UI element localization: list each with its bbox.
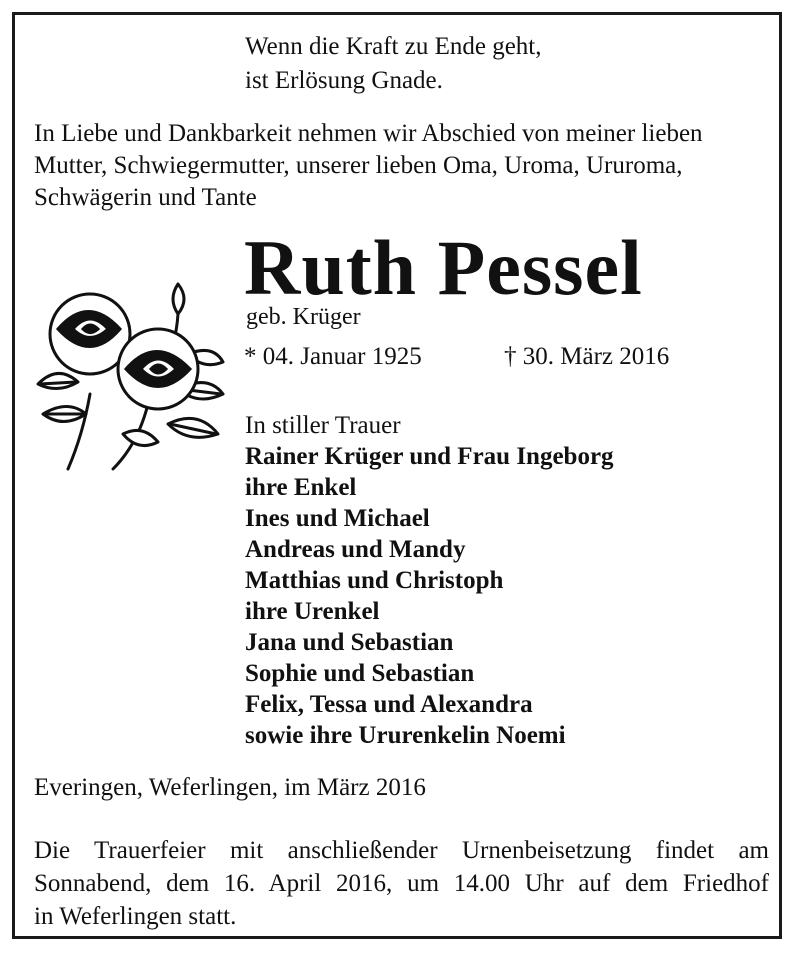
mourner-line: Sophie und Sebastian [245,660,475,687]
intro-line: Mutter, Schwiegermutter, unserer lieben Oma, Uroma, Ururoma, [34,152,683,179]
birth-date: * 04. Januar 1925 [244,343,422,370]
motto [245,30,541,98]
mourner-line: Jana und Sebastian [245,629,454,656]
mourners-heading: In stiller Trauer [245,412,401,439]
funeral-line: Sonnabend, dem 16. April 2016, um 14.00 Uhr auf dem Friedhof [34,870,769,897]
mourner-line: Felix, Tessa und Alexandra [245,691,533,718]
place-date: Everingen, Weferlingen, im März 2016 [34,774,426,801]
mourner-line: Rainer Krüger und Frau Ingeborg [245,443,614,470]
mourner-line: ihre Urenkel [245,598,380,625]
mourner-line: sowie ihre Ururenkelin Noemi [245,722,566,749]
mourners-block [245,410,614,751]
intro-line: Schwägerin und Tante [34,184,257,211]
mourner-line: Matthias und Christoph [245,567,504,594]
mourner-line: Andreas und Mandy [245,536,466,563]
funeral-line: in Weferlingen statt. [34,903,237,930]
motto-line: ist Erlösung Gnade. [245,67,443,94]
birth-name: geb. Krüger [246,304,361,330]
roses-icon [28,274,228,474]
death-date: † 30. März 2016 [504,343,670,370]
mourner-line: Ines und Michael [245,505,430,532]
deceased-name: Ruth Pessel [244,224,643,311]
life-dates [244,343,669,371]
intro-line: In Liebe und Dankbarkeit nehmen wir Abschied von meiner lieben [34,120,703,147]
motto-line: Wenn die Kraft zu Ende geht, [245,33,542,60]
intro-text [34,118,769,214]
funeral-notice [34,834,769,933]
mourner-line: ihre Enkel [245,474,357,501]
funeral-line: Die Trauerfeier mit anschließender Urnenbeisetzung findet am [34,837,769,864]
